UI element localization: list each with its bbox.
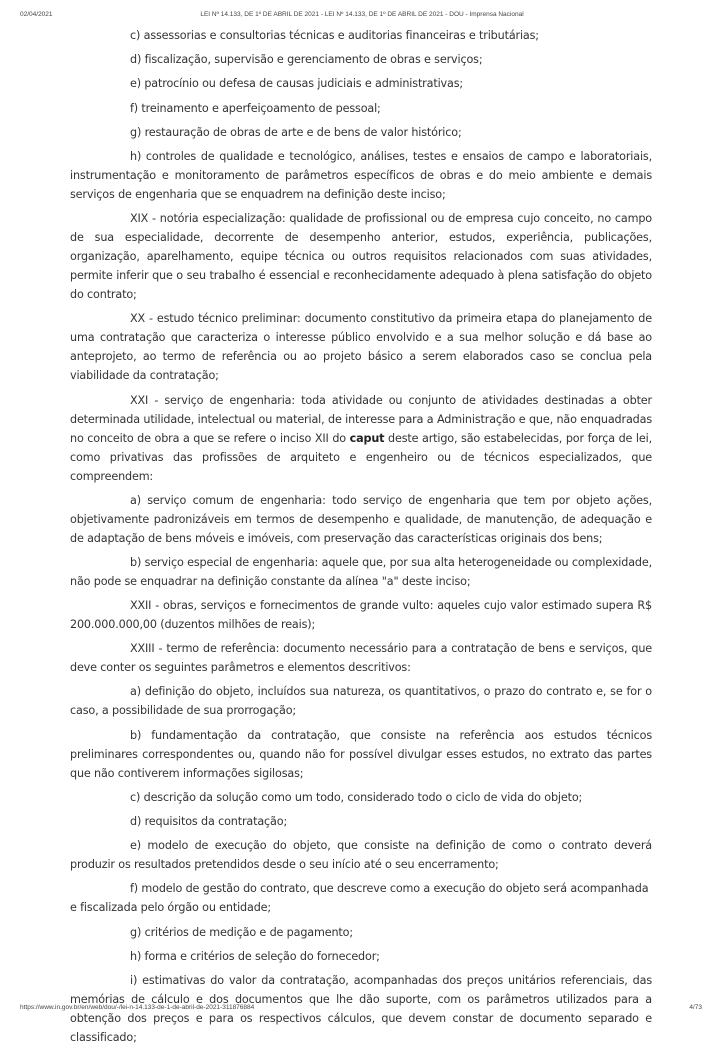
paragraph-item-e: e) patrocínio ou defesa de causas judiciais e administrativas;: [130, 77, 464, 91]
page-number: 4/73: [689, 1004, 702, 1011]
paragraph-xxi-b: b) serviço especial de engenharia: aquele que, por sua alta heterogeneidade ou complexidade, não pode se enquadrar na definição constante da alínea "a" deste inciso;: [70, 555, 652, 588]
print-date: 02/04/2021: [20, 11, 53, 18]
paragraph-xxi-a: a) serviço comum de engenharia: todo serviço de engenharia que tem por objeto ações, objetivamente padronizáveis em termos de desempenho e qualidade, de manutenção, de adequação e de adaptação de bens móveis e imóveis, com preservação das características originais dos bens;: [70, 493, 652, 545]
paragraph-inciso-xxi: [70, 391, 652, 486]
text-segment: XXI - serviço de engenharia: toda atividade ou conjunto de atividades destinadas a obter determinada utilidade, intelectual ou material, de interesse para a Administração e que, não enquadradas no conceito de obra a que se refere o inciso XII do: [70, 393, 652, 445]
print-title: LEI Nº 14.133, DE 1º DE ABRIL DE 2021 - LEI Nº 14.133, DE 1º DE ABRIL DE 2021 - DOU - Imprensa Nacional: [200, 11, 524, 18]
paragraph-xxiii-e: e) modelo de execução do objeto, que consiste na definição de como o contrato deverá produzir os resultados pretendidos desde o seu início até o seu encerramento;: [70, 839, 652, 872]
text-segment: deste artigo, são estabelecidas, por força de lei, como privativas das profissões de arquiteto e engenheiro ou de técnicos especializados, que compreendem:: [70, 431, 652, 483]
paragraph-inciso-xxiii: XXIII - termo de referência: documento necessário para a contratação de bens e serviços, que deve conter os seguintes parâmetros e elementos descritivos:: [70, 642, 652, 675]
caput-term: caput: [349, 431, 385, 445]
paragraph-xxiii-h: h) forma e critérios de seleção do fornecedor;: [130, 949, 380, 963]
paragraph-item-g: g) restauração de obras de arte e de bens de valor histórico;: [130, 125, 462, 139]
paragraph-item-c: c) assessorias e consultorias técnicas e auditorias financeiras e tributárias;: [130, 29, 539, 42]
paragraph-inciso-xix: XIX - notória especialização: qualidade de profissional ou de empresa cujo conceito, no campo de sua especialidade, decorrente de desempenho anterior, estudos, experiência, publicações, organização, aparelhamento, equipe técnica ou outros requisitos relacionados com suas atividades, permite inferir que o seu trabalho é essencial e reconhecidamente adequado à plena satisfação do objeto do contrato;: [70, 212, 652, 302]
paragraph-xxiii-a: a) definição do objeto, incluídos sua natureza, os quantitativos, o prazo do contrato e, se for o caso, a possibilidade de sua prorrogação;: [70, 685, 652, 718]
paragraph-item-f: f) treinamento e aperfeiçoamento de pessoal;: [130, 101, 381, 115]
paragraph-xxiii-c: c) descrição da solução como um todo, considerado todo o ciclo de vida do objeto;: [130, 790, 583, 804]
paragraph-xxiii-b: b) fundamentação da contratação, que consiste na referência aos estudos técnicos preliminares correspondentes ou, quando não for possível divulgar esses estudos, no extrato das partes que não contiverem informações sigilosas;: [70, 728, 652, 780]
source-url: https://www.in.gov.br/en/web/dou/-/lei-n-14.133-de-1-de-abril-de-2021-311876884: [20, 1004, 255, 1011]
paragraph-xxiii-d: d) requisitos da contratação;: [130, 815, 288, 828]
paragraph-xxiii-f: f) modelo de gestão do contrato, que descreve como a execução do objeto será acompanhada e fiscalizada pelo órgão ou entidade;: [70, 882, 649, 915]
paragraph-inciso-xxii: XXII - obras, serviços e fornecimentos de grande vulto: aqueles cujo valor estimado supera R$ 200.000.000,00 (duzentos milhões de reais);: [70, 599, 652, 632]
paragraph-inciso-xx: XX - estudo técnico preliminar: documento constitutivo da primeira etapa do planejamento de uma contratação que caracteriza o interesse público envolvido e a sua melhor solução e dá base ao anteprojeto, ao termo de referência ou ao projeto básico a serem elaborados caso se conclua pela viabilidade da contratação;: [70, 312, 652, 383]
paragraph-item-d: d) fiscalização, supervisão e gerenciamento de obras e serviços;: [130, 53, 483, 67]
paragraph-item-h: h) controles de qualidade e tecnológico, análises, testes e ensaios de campo e laboratoriais, instrumentação e monitoramento de parâmetros específicos de obras e do meio ambiente e demais serviços de engenharia que se enquadrem na definição deste inciso;: [70, 149, 652, 201]
paragraph-xxiii-g: g) critérios de medição e de pagamento;: [130, 925, 353, 939]
paragraph-xxiii-i: i) estimativas do valor da contratação, acompanhadas dos preços unitários referenciais, das memórias de cálculo e dos documentos que lhe dão suporte, com os parâmetros utilizados para a obtenção dos preços e para os respectivos cálculos, que devem constar de documento separado e classificado;: [70, 973, 652, 1044]
law-text-body: [70, 26, 652, 1052]
